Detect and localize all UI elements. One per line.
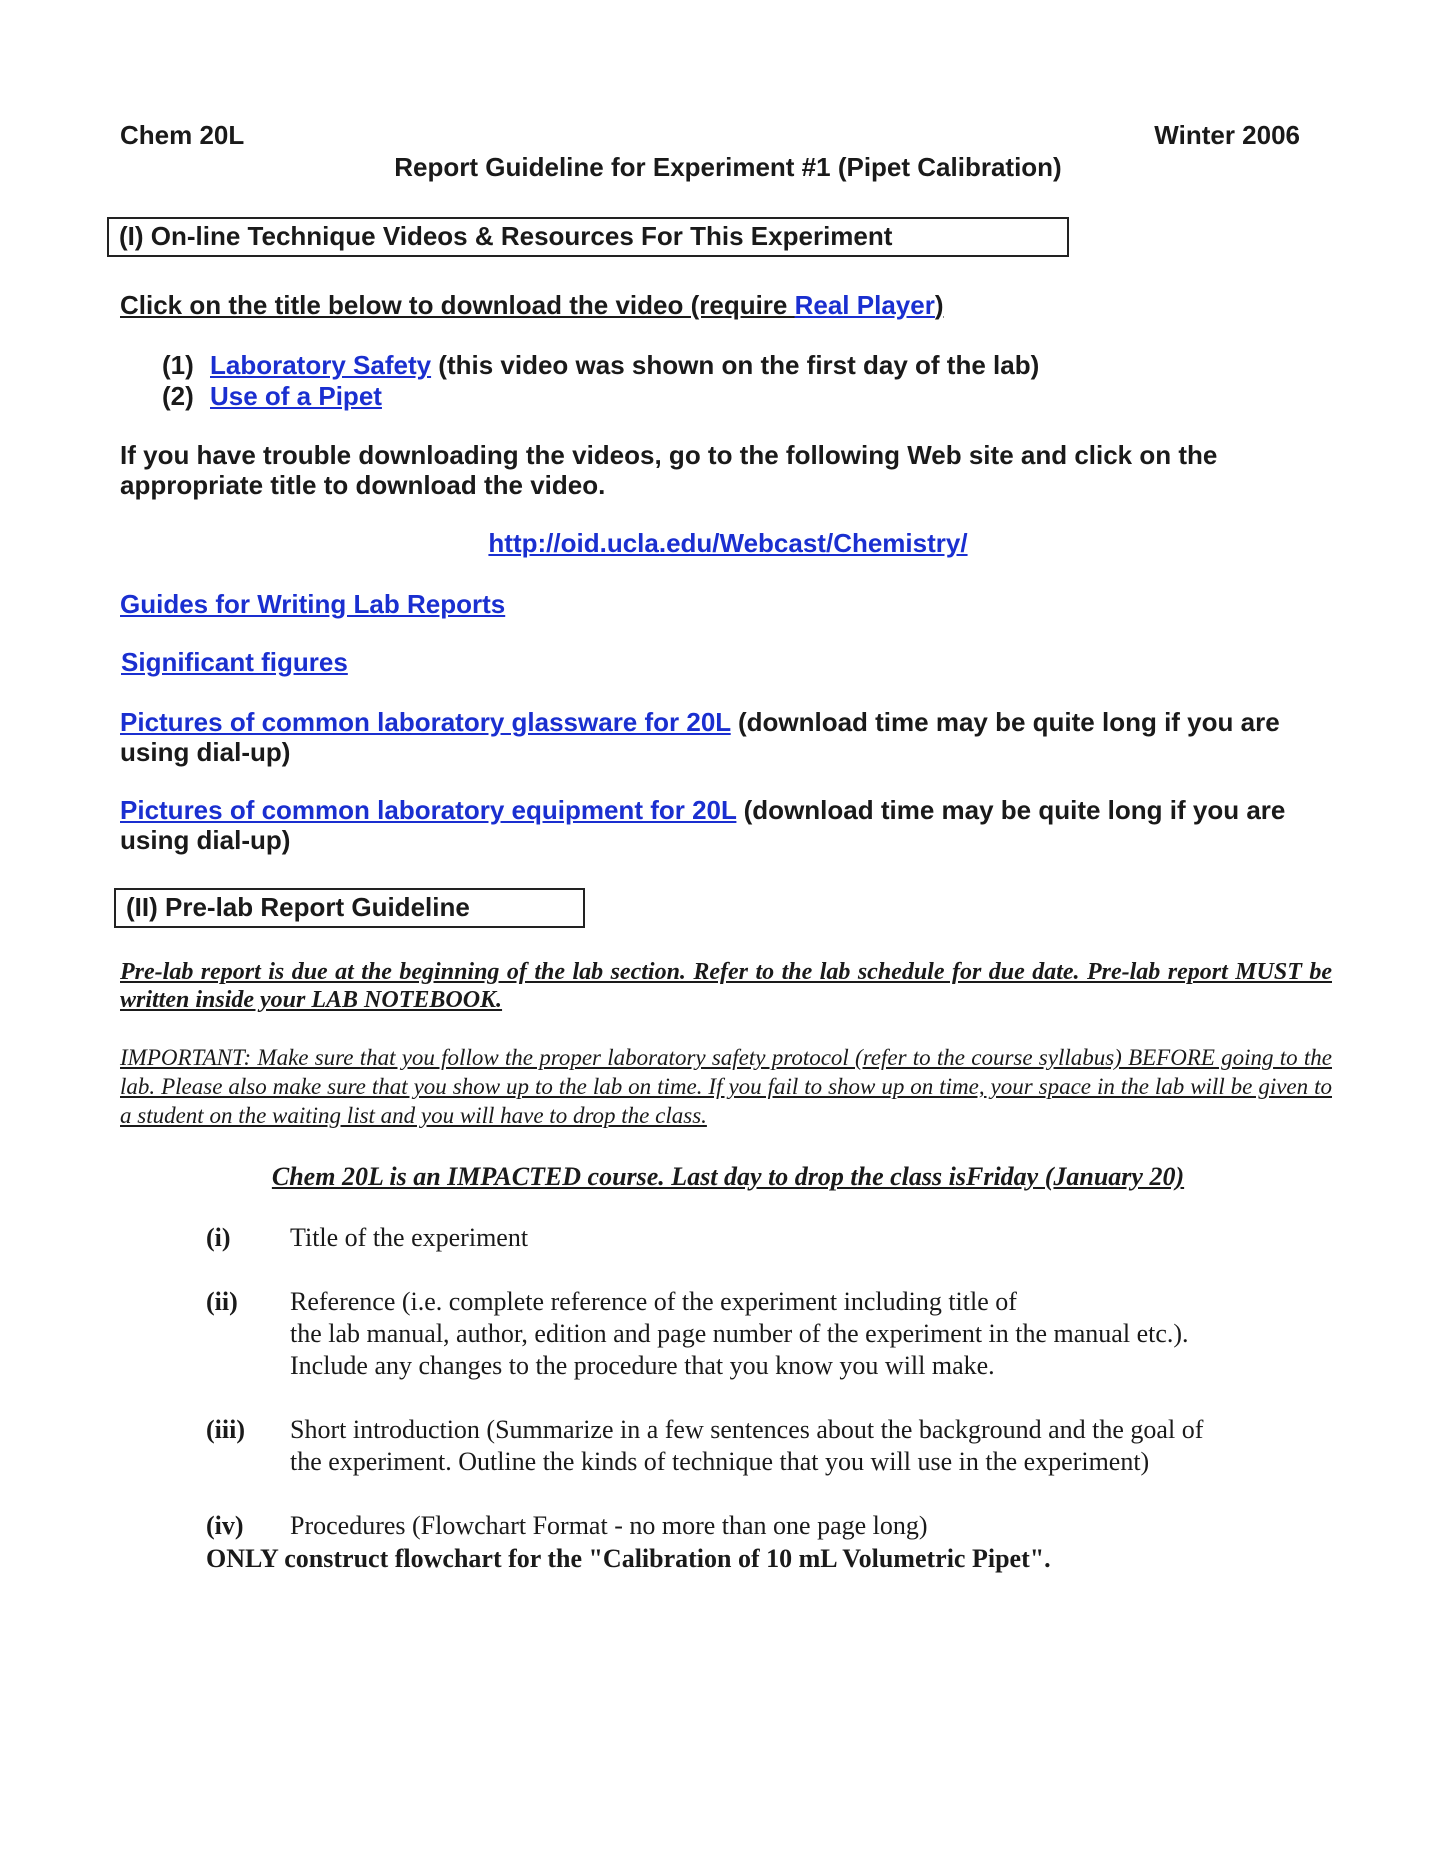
video-number: (2) (162, 381, 194, 411)
video-item (162, 381, 382, 412)
list-item (206, 1510, 1316, 1542)
download-instructions-suffix: ) (934, 290, 944, 320)
list-item (206, 1286, 1316, 1382)
list-item-number: (ii) (206, 1287, 238, 1316)
glassware-note: (download time may be quite long if you are using dial-up) (120, 707, 1280, 767)
webcast-url (0, 528, 1456, 559)
list-item-number: (i) (206, 1223, 231, 1252)
use-of-pipet-video-link[interactable]: Use of a Pipet (210, 381, 382, 411)
download-instructions (120, 290, 944, 321)
laboratory-safety-video-link[interactable]: Laboratory Safety (210, 350, 432, 380)
page-title: Report Guideline for Experiment #1 (Pipet Calibration) (394, 152, 1062, 182)
video-item (162, 350, 1039, 381)
trouble-paragraph: If you have trouble downloading the videos, go to the following Web site and click on the appropriate title to download the video. (120, 440, 1218, 500)
list-item (206, 1414, 1316, 1478)
list-item-text-line-3: Include any changes to the procedure that you know you will make. (290, 1351, 995, 1380)
equipment-note: (download time may be quite long if you are using dial-up) (120, 795, 1286, 855)
guides-lab-reports-link[interactable]: Guides for Writing Lab Reports (120, 589, 506, 619)
significant-figures-link[interactable]: Significant figures (121, 647, 348, 677)
list-item-text: Short introduction (Summarize in a few sentences about the background and the goal of (290, 1415, 1204, 1444)
section-2-heading: (II) Pre-lab Report Guideline (114, 888, 585, 928)
list-item-text-line-2: the lab manual, author, edition and page number of the experiment in the manual etc.). (290, 1319, 1189, 1348)
section-1-heading: (I) On-line Technique Videos & Resources For This Experiment (107, 217, 1069, 257)
real-player-link[interactable]: Real Player (794, 290, 935, 320)
list-item (206, 1222, 1316, 1254)
list-item-number: (iii) (206, 1415, 245, 1444)
download-instructions-text: Click on the title below to download the video (require (120, 290, 795, 320)
video-note: (this video was shown on the first day of the lab) (431, 350, 1040, 380)
flowchart-instruction: ONLY construct flowchart for the "Calibration of 10 mL Volumetric Pipet". (206, 1544, 1051, 1573)
term-label: Winter 2006 (1154, 120, 1300, 150)
guides-item (120, 589, 505, 620)
list-item-number: (iv) (206, 1511, 244, 1540)
list-item-text: Procedures (Flowchart Format - no more than one page long) (290, 1511, 928, 1540)
list-item-text: Reference (i.e. complete reference of the experiment including title of (290, 1287, 1017, 1316)
prelab-due-note: Pre-lab report is due at the beginning of the lab section. Refer to the lab schedule for due date. Pre-lab report MUST be written inside your LAB NOTEBOOK. (120, 959, 1332, 1013)
sigfig-item (121, 647, 348, 678)
impacted-course-note: Chem 20L is an IMPACTED course. Last day to drop the class isFriday (January 20) (271, 1162, 1185, 1191)
list-item-text-line-2: the experiment. Outline the kinds of technique that you will use in the experiment) (290, 1447, 1150, 1476)
glassware-pictures-link[interactable]: Pictures of common laboratory glassware for 20L (120, 707, 731, 737)
equipment-pictures-link[interactable]: Pictures of common laboratory equipment for 20L (120, 795, 737, 825)
glassware-item (120, 707, 1300, 767)
important-note: IMPORTANT: Make sure that you follow the proper laboratory safety protocol (refer to the course syllabus) BEFORE going to the lab. Please also make sure that you show up to the lab on time. If you fail to show up on time, your space in the lab will be given to a student on the waiting list and you will have to drop the class. (120, 1045, 1332, 1128)
list-item-text: Title of the experiment (290, 1223, 529, 1252)
webcast-url-link[interactable]: http://oid.ucla.edu/Webcast/Chemistry/ (488, 528, 968, 558)
course-code: Chem 20L (120, 120, 245, 150)
equipment-item (120, 795, 1300, 855)
video-number: (1) (162, 350, 194, 380)
